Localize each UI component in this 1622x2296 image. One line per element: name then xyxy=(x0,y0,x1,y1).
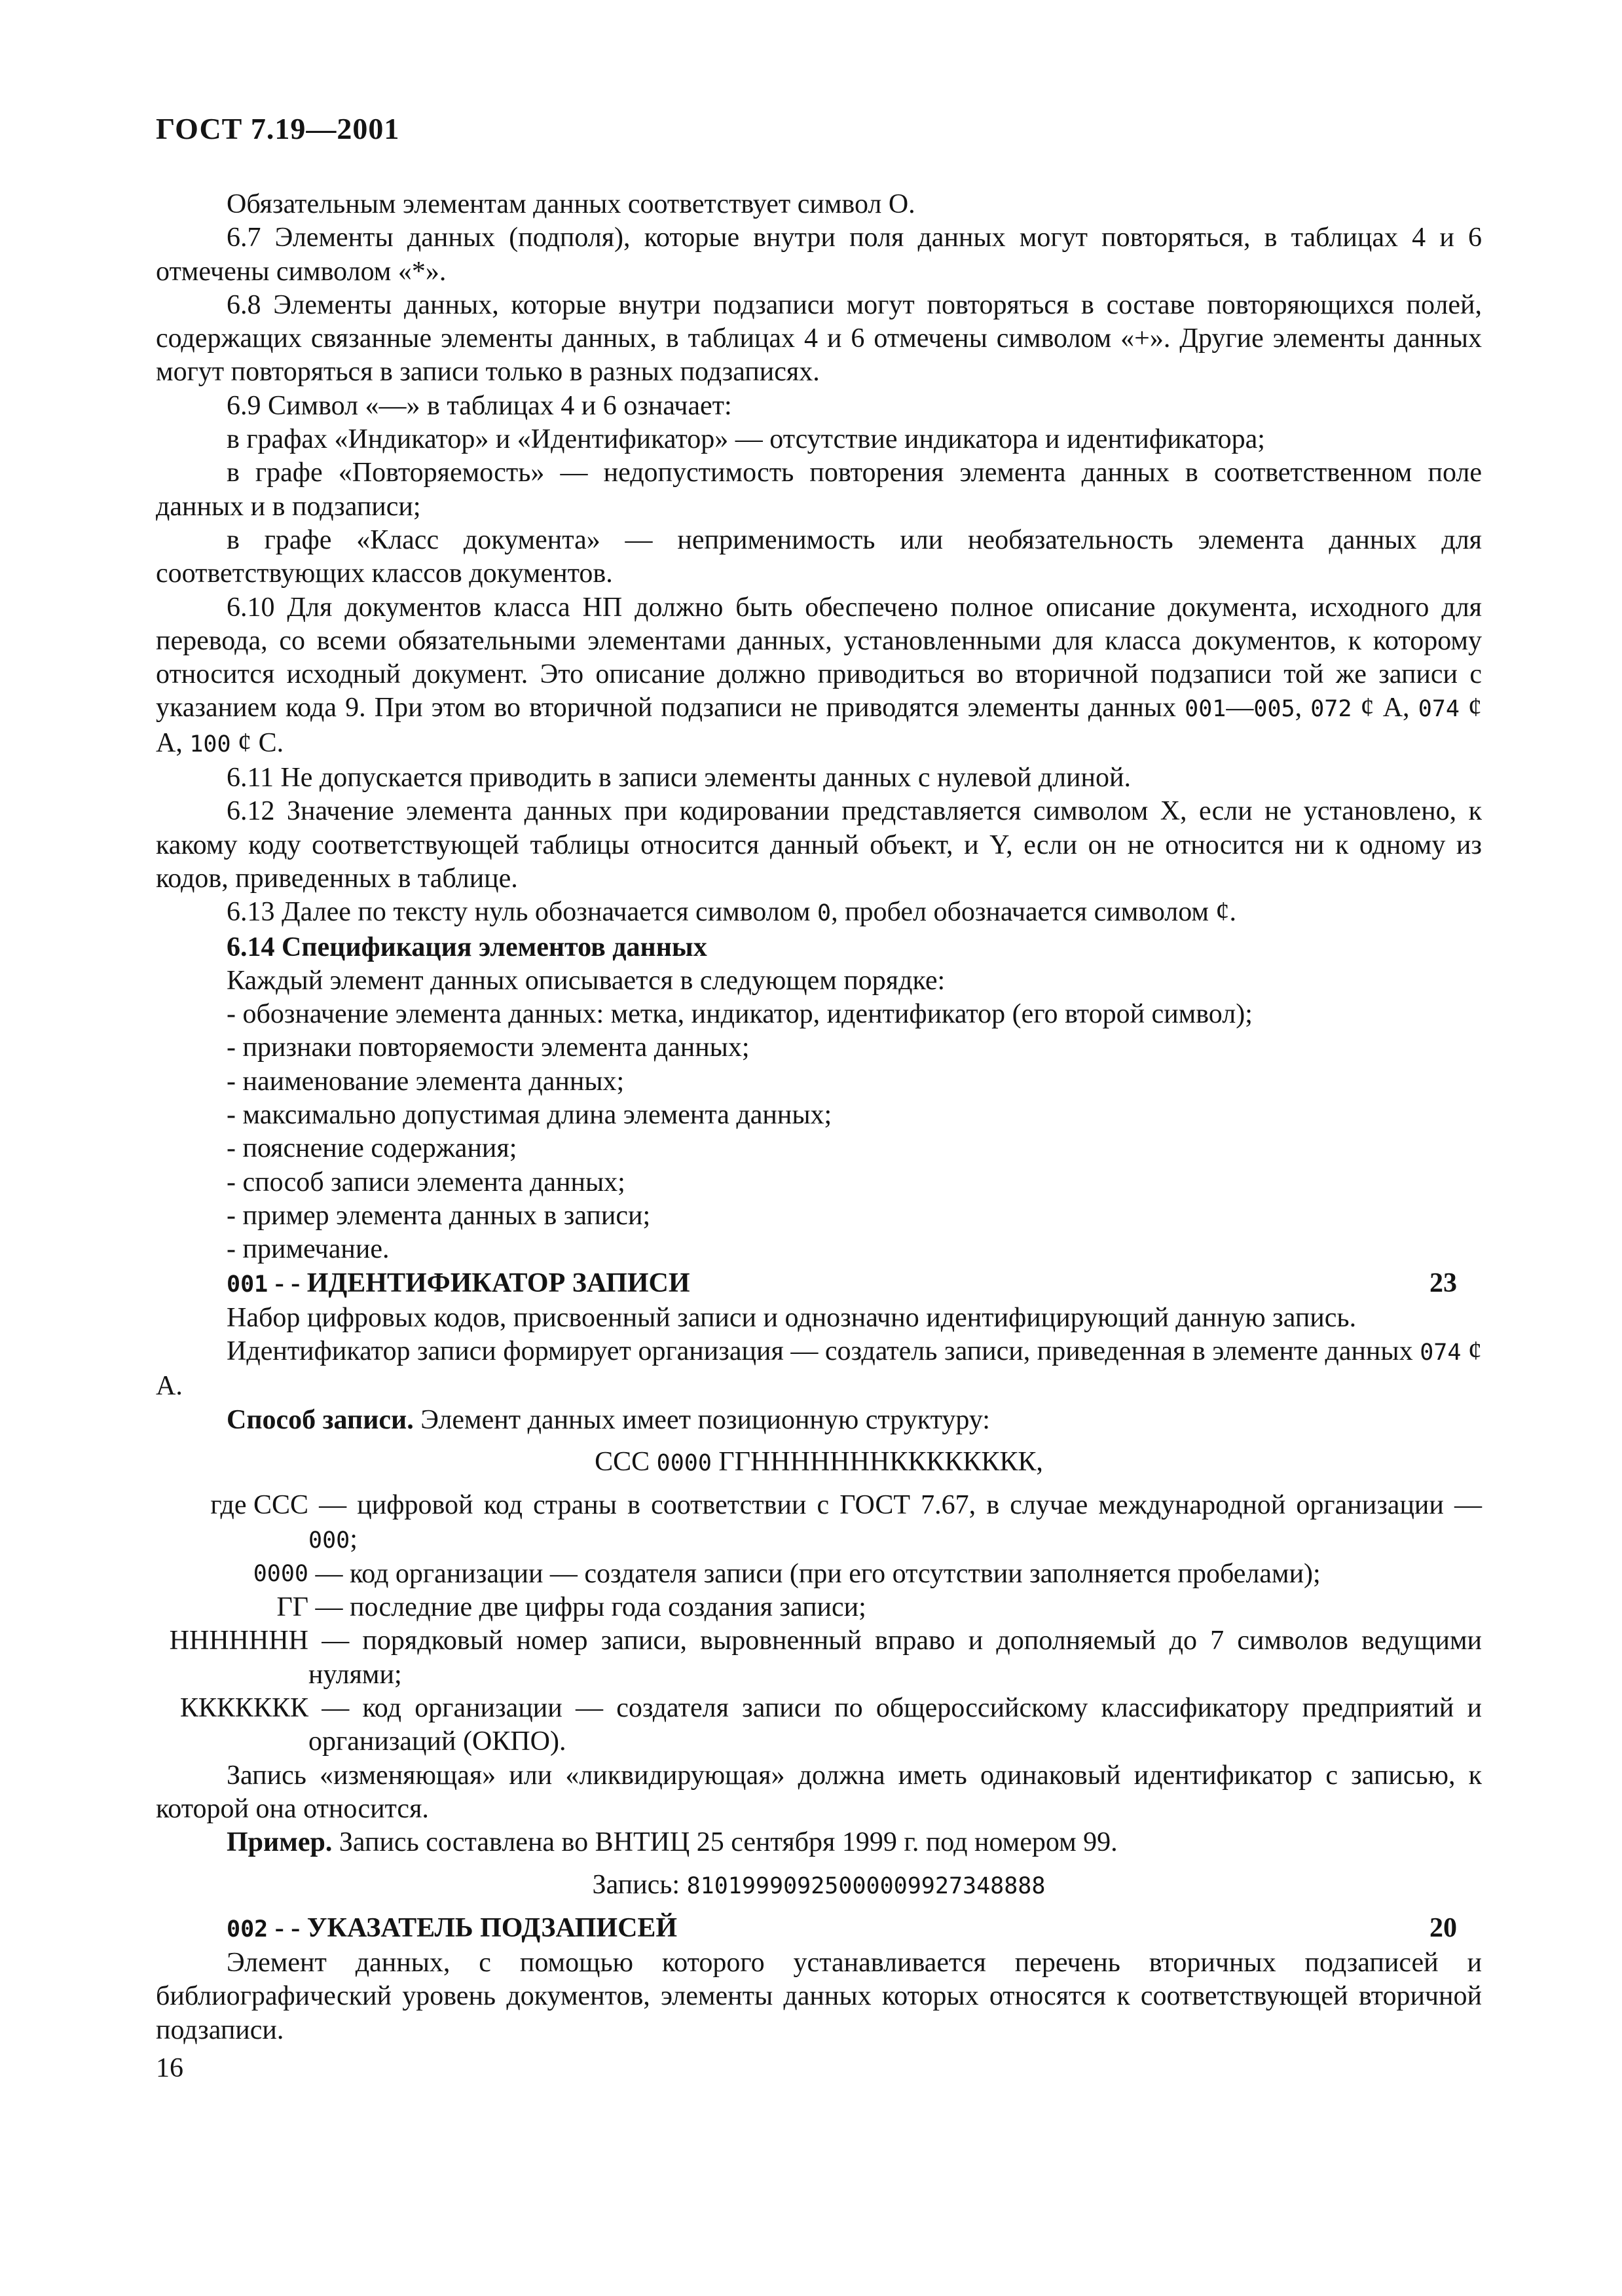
element-name: - - ИДЕНТИФИКАТОР ЗАПИСИ xyxy=(268,1267,690,1298)
text: Элемент данных имеет позиционную структуру: xyxy=(413,1404,990,1435)
paragraph: Обязательным элементам данных соответствует символ О. xyxy=(227,189,915,219)
text: Запись составлена во ВНТИЦ 25 сентября 1999 г. под номером 99. xyxy=(332,1827,1118,1858)
definition-row xyxy=(156,1558,1482,1591)
code: 0000 xyxy=(656,1449,712,1476)
paragraph-6-11: 6.11 Не допускается приводить в записи элементы данных с нулевой длиной. xyxy=(227,763,1131,793)
code: 074 xyxy=(1420,1339,1462,1366)
paragraph: Элемент данных, с помощью которого устанавливается перечень вторичных подзаписей и библиографический уровень документов, элементы данных которых относятся к соответствующей вторичной подзаписи. xyxy=(156,1948,1482,2045)
list-item: - признаки повторяемости элемента данных; xyxy=(227,1032,750,1063)
paragraph: в графах «Индикатор» и «Идентификатор» — отсутствие индикатора и идентификатора; xyxy=(227,424,1265,455)
definition-row xyxy=(156,1591,1482,1624)
paragraph: Каждый элемент данных описывается в следующем порядке: xyxy=(227,965,946,996)
element-length: 20 xyxy=(1429,1912,1457,1943)
definition-desc xyxy=(308,1624,1482,1692)
list-item: - способ записи элемента данных; xyxy=(227,1167,625,1197)
definition-term: ННННННН xyxy=(169,1626,308,1656)
text: . xyxy=(1229,897,1237,928)
example-record xyxy=(156,1868,1482,1903)
definition-desc xyxy=(308,1591,1482,1624)
code: 001 xyxy=(1185,696,1226,723)
element-002-heading xyxy=(156,1912,1482,1946)
list-item: - примечание. xyxy=(227,1234,390,1265)
code: 100 xyxy=(189,731,231,757)
list-item: - максимально допустимая длина элемента данных; xyxy=(227,1100,832,1131)
code: 000 xyxy=(308,1527,350,1554)
text: ; xyxy=(350,1523,358,1554)
paragraph-6-7: 6.7 Элементы данных (подполя), которые внутри поля данных могут повторяться, в таблицах 4 и 6 отмечены символом «*». xyxy=(156,223,1482,287)
text: С. xyxy=(251,727,284,758)
paragraph-6-9: 6.9 Символ «—» в таблицах 4 и 6 означает: xyxy=(227,390,732,421)
definition-term: ГГ xyxy=(276,1592,308,1623)
element-code: 002 xyxy=(227,1916,268,1942)
element-title xyxy=(227,1267,690,1302)
paragraph: в графе «Повторяемость» — недопустимость повторения элемента данных в соответственном поле данных и в подзаписи; xyxy=(156,458,1482,522)
text: А. xyxy=(156,1371,183,1402)
list-item: - обозначение элемента данных: метка, индикатор, идентификатор (его второй символ); xyxy=(227,999,1253,1030)
document-body xyxy=(156,188,1482,2047)
definition-row xyxy=(156,1624,1482,1692)
text: ССС xyxy=(595,1446,657,1477)
definition-desc xyxy=(308,1558,1482,1591)
list-item: - наименование элемента данных; xyxy=(227,1066,625,1097)
definition-desc xyxy=(308,1692,1482,1759)
space-symbol: ȼ xyxy=(1215,897,1230,928)
element-length: 23 xyxy=(1429,1267,1457,1298)
paragraph-6-13 xyxy=(156,896,1482,930)
example-paragraph xyxy=(156,1826,1482,1859)
page-number: 16 xyxy=(156,2053,183,2083)
text: — код организации — создателя записи (при его отсутствии заполняется пробелами); xyxy=(315,1558,1321,1589)
list-item: - пример элемента данных в записи; xyxy=(227,1200,651,1231)
text: — порядковый номер записи, выровненный вправо и дополняемый до 7 символов ведущими нулями; xyxy=(308,1626,1483,1690)
paragraph: Набор цифровых кодов, присвоенный записи и однозначно идентифицирующий данную запись. xyxy=(227,1302,1357,1333)
definition-row xyxy=(156,1489,1482,1558)
text: 6.13 Далее по тексту нуль обозначается символом xyxy=(227,897,817,928)
section-heading-6-14: 6.14 Спецификация элементов данных xyxy=(227,932,707,962)
structure-formula xyxy=(156,1446,1482,1480)
paragraph-6-12: 6.12 Значение элемента данных при кодировании представляется символом X, если не установлено, к какому коду соответствующей таблицы относится данный объект, и Y, если он не относится ни к одному из кодов, приведенных в таблице. xyxy=(156,796,1482,894)
record-label: Запись: xyxy=(592,1869,687,1900)
space-symbol: ȼ xyxy=(230,727,252,758)
element-name: - - УКАЗАТЕЛЬ ПОДЗАПИСЕЙ xyxy=(268,1912,678,1943)
text: 6.10 Для документов класса НП должно быть обеспечено полное описание документа, исходного для перевода, со всеми обязательными элементами данных, установленными для класса документов, к которому относится исходный документ. Это описание должно приводиться во вторичной подзаписи той же записи с указанием кода 9. При этом во вторичной подзаписи не приводятся элементы данных xyxy=(156,592,1482,723)
element-code: 001 xyxy=(227,1271,268,1298)
page-header-title: ГОСТ 7.19—2001 xyxy=(156,112,400,145)
text: ГГНННННННКККККККК, xyxy=(711,1446,1043,1477)
definition-term: где ССС xyxy=(210,1490,308,1521)
space-symbol: ȼ xyxy=(1461,1336,1482,1367)
text: А, xyxy=(1374,693,1418,723)
definition-term: 0000 xyxy=(253,1560,308,1587)
space-symbol: ȼ xyxy=(1352,693,1374,723)
element-title xyxy=(227,1912,677,1946)
example-label: Пример. xyxy=(227,1827,333,1858)
space-symbol: ȼ xyxy=(1459,693,1483,723)
code: 005 xyxy=(1253,696,1295,723)
method-label: Способ записи. xyxy=(227,1404,414,1435)
code: 074 xyxy=(1418,696,1460,723)
text: — xyxy=(1226,693,1254,723)
text: Идентификатор записи формирует организация — создатель записи, приведенная в элементе данных xyxy=(227,1336,1420,1367)
paragraph xyxy=(156,1404,1482,1437)
text: — цифровой код страны в соответствии с ГОСТ 7.67, в случае международной организации — xyxy=(319,1490,1482,1521)
text: , xyxy=(1295,693,1311,723)
text: — последние две цифры года создания записи; xyxy=(315,1592,866,1623)
element-001-heading xyxy=(156,1267,1482,1302)
paragraph-6-8: 6.8 Элементы данных, которые внутри подзаписи могут повторяться в составе повторяющихся полей, содержащих связанные элементы данных, в таблицах 4 и 6 отмечены символом «+». Другие элементы данных могут повторяться в записи только в разных подзаписях. xyxy=(156,289,1482,388)
paragraph: Запись «изменяющая» или «ликвидирующая» должна иметь одинаковый идентификатор с записью, к которой она относится. xyxy=(156,1760,1482,1824)
text: — код организации — создателя записи по общероссийскому классификатору предприятий и организаций (ОКПО). xyxy=(308,1693,1483,1757)
paragraph-6-10 xyxy=(156,591,1482,761)
text: А, xyxy=(156,727,190,758)
definition-row xyxy=(156,1692,1482,1759)
record-value: 81019990925000009927348888 xyxy=(686,1872,1046,1899)
code: 072 xyxy=(1310,696,1352,723)
definition-desc xyxy=(308,1489,1482,1558)
zero-symbol: 0 xyxy=(817,900,832,927)
text: , пробел обозначается символом xyxy=(831,897,1216,928)
paragraph: в графе «Класс документа» — неприменимость или необязательность элемента данных для соответствующих классов документов. xyxy=(156,524,1482,589)
paragraph xyxy=(156,1335,1482,1404)
list-item: - пояснение содержания; xyxy=(227,1133,517,1164)
definition-term: ККККККК xyxy=(179,1693,308,1724)
